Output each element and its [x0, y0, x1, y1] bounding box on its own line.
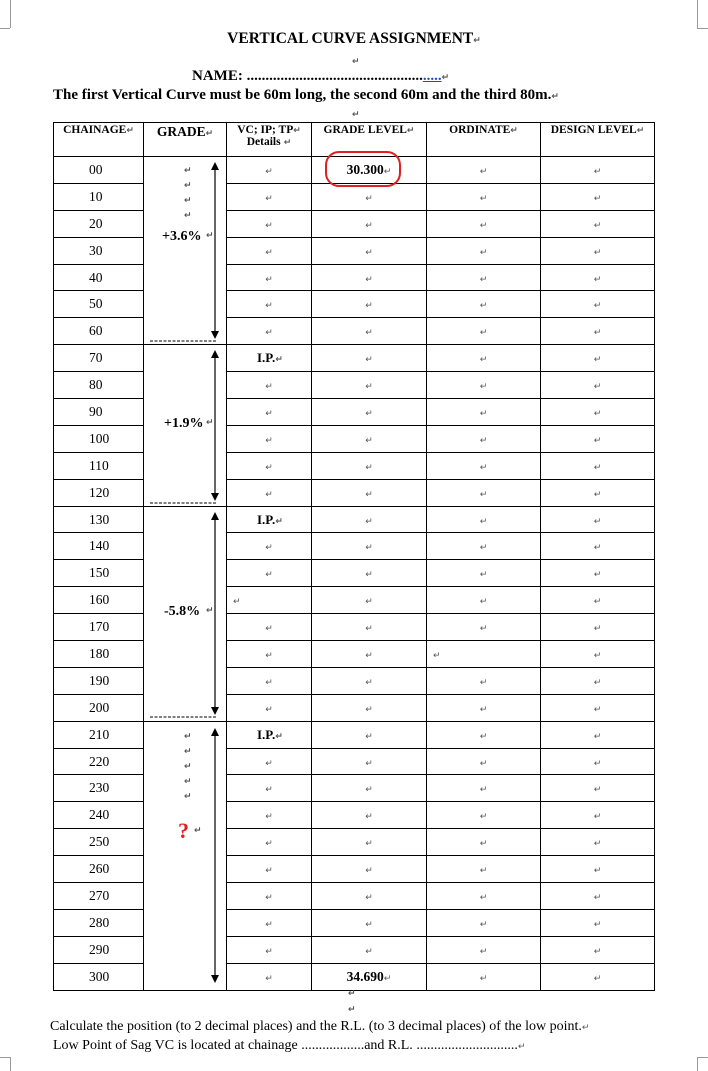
- ordinate-cell[interactable]: ↵: [427, 587, 541, 614]
- grade-label: -5.8%: [164, 604, 201, 620]
- chainage-cell: 140: [54, 533, 144, 560]
- grade-cell: +1.9% ↵: [144, 345, 227, 506]
- grade-level-cell[interactable]: ↵: [312, 909, 427, 936]
- vc-details-cell[interactable]: ↵: [227, 909, 312, 936]
- chainage-cell: 290: [54, 936, 144, 963]
- design-level-cell[interactable]: ↵: [541, 264, 655, 291]
- crop-mark-top-left: [10, 0, 11, 28]
- answer-paragraph: Low Point of Sag VC is located at chainage ..................and R.L. .............................↵: [53, 1038, 526, 1053]
- chainage-cell: 10: [54, 183, 144, 210]
- vc-details-cell[interactable]: ↵: [227, 641, 312, 668]
- chainage-cell: 220: [54, 748, 144, 775]
- ordinate-cell[interactable]: ↵: [427, 157, 541, 184]
- ordinate-cell[interactable]: ↵: [427, 264, 541, 291]
- header-chainage: CHAINAGE↵: [54, 123, 144, 157]
- design-level-cell[interactable]: ↵: [541, 452, 655, 479]
- grade-label: +3.6%: [162, 229, 202, 245]
- ordinate-cell[interactable]: ↵: [427, 802, 541, 829]
- vc-details-cell[interactable]: ↵: [227, 372, 312, 399]
- ordinate-cell[interactable]: ↵: [427, 399, 541, 426]
- table-row: [54, 506, 655, 533]
- design-level-cell[interactable]: ↵: [541, 936, 655, 963]
- design-level-cell[interactable]: ↵: [541, 641, 655, 668]
- header-grade-level: GRADE LEVEL↵: [312, 123, 427, 157]
- chainage-cell: 270: [54, 883, 144, 910]
- chainage-cell: 250: [54, 829, 144, 856]
- chainage-cell: 90: [54, 399, 144, 426]
- grade-level-end: 34.690: [346, 968, 384, 984]
- vc-details-cell[interactable]: ↵: [227, 237, 312, 264]
- grade-level-cell[interactable]: ↵: [312, 721, 427, 748]
- design-level-cell[interactable]: ↵: [541, 963, 655, 990]
- vc-details-cell[interactable]: ↵: [227, 425, 312, 452]
- grade-level-cell[interactable]: ↵: [312, 694, 427, 721]
- name-line: NAME: ....................................................↵: [192, 68, 450, 84]
- design-level-cell[interactable]: ↵: [541, 667, 655, 694]
- vc-details-cell[interactable]: ↵: [227, 775, 312, 802]
- rl-answer-blank[interactable]: .............................: [416, 1038, 518, 1053]
- grade-level-cell[interactable]: ↵: [312, 641, 427, 668]
- design-level-cell[interactable]: ↵: [541, 157, 655, 184]
- ip-cell[interactable]: I.P.↵: [227, 721, 312, 748]
- blank-paragraph: ↵: [352, 57, 360, 67]
- ordinate-cell[interactable]: ↵: [427, 856, 541, 883]
- chainage-cell: 160: [54, 587, 144, 614]
- vc-details-cell[interactable]: ↵: [227, 210, 312, 237]
- ordinate-cell[interactable]: ↵: [427, 883, 541, 910]
- document-title: VERTICAL CURVE ASSIGNMENT↵: [227, 30, 481, 47]
- ordinate-cell[interactable]: ↵: [427, 291, 541, 318]
- chainage-cell: 100: [54, 425, 144, 452]
- design-level-cell[interactable]: ↵: [541, 694, 655, 721]
- grade-level-cell[interactable]: ↵: [312, 802, 427, 829]
- design-level-cell[interactable]: ↵: [541, 372, 655, 399]
- ordinate-cell[interactable]: ↵: [427, 506, 541, 533]
- chainage-cell: 50: [54, 291, 144, 318]
- design-level-cell[interactable]: ↵: [541, 237, 655, 264]
- chainage-cell: 150: [54, 560, 144, 587]
- design-level-cell[interactable]: ↵: [541, 479, 655, 506]
- ordinate-cell[interactable]: ↵: [427, 667, 541, 694]
- chainage-cell: 60: [54, 318, 144, 345]
- grade-label: +1.9%: [164, 415, 204, 431]
- crop-mark-top-left-h: [0, 28, 10, 29]
- ip-label: I.P.: [257, 350, 276, 366]
- vc-details-cell[interactable]: ↵: [227, 399, 312, 426]
- grade-level-cell[interactable]: ↵: [312, 318, 427, 345]
- ordinate-cell[interactable]: ↵: [427, 829, 541, 856]
- chainage-cell: 70: [54, 345, 144, 372]
- ordinate-cell[interactable]: ↵: [427, 533, 541, 560]
- vc-details-cell[interactable]: ↵: [227, 318, 312, 345]
- vc-details-cell[interactable]: ↵: [227, 829, 312, 856]
- vc-details-cell[interactable]: ↵: [227, 264, 312, 291]
- chainage-cell: 110: [54, 452, 144, 479]
- grade-level-cell[interactable]: ↵: [312, 372, 427, 399]
- arrow-up-head: [211, 350, 219, 358]
- header-design-level: DESIGN LEVEL↵: [541, 123, 655, 157]
- chainage-cell: 230: [54, 775, 144, 802]
- ip-label: I.P.: [257, 726, 276, 742]
- design-level-cell[interactable]: ↵: [541, 829, 655, 856]
- grade-level-cell[interactable]: ↵: [312, 237, 427, 264]
- ordinate-cell[interactable]: ↵: [427, 748, 541, 775]
- blank-paragraph-3: ↵: [348, 989, 356, 999]
- design-level-cell[interactable]: ↵: [541, 614, 655, 641]
- ordinate-cell[interactable]: ↵: [427, 694, 541, 721]
- crop-mark-top-right-h: [697, 28, 708, 29]
- grade-level-cell[interactable]: ↵: [312, 936, 427, 963]
- arrow-up-head: [211, 162, 219, 170]
- ordinate-cell[interactable]: ↵: [427, 183, 541, 210]
- grade-level-cell[interactable]: ↵: [312, 856, 427, 883]
- vc-details-cell[interactable]: ↵: [227, 883, 312, 910]
- ip-cell[interactable]: I.P.↵: [227, 506, 312, 533]
- ordinate-cell[interactable]: ↵: [427, 936, 541, 963]
- arrow-up-head: [211, 728, 219, 736]
- design-level-cell[interactable]: ↵: [541, 291, 655, 318]
- grade-level-cell[interactable]: ↵: [312, 667, 427, 694]
- ordinate-cell[interactable]: ↵: [427, 425, 541, 452]
- ip-cell[interactable]: I.P.↵: [227, 345, 312, 372]
- vc-details-cell[interactable]: ↵: [227, 183, 312, 210]
- unknown-grade-mark: ?: [178, 818, 189, 844]
- grade-level-cell[interactable]: 30.300↵: [312, 157, 427, 184]
- ordinate-cell[interactable]: ↵: [427, 775, 541, 802]
- grade-level-cell[interactable]: ↵: [312, 883, 427, 910]
- chainage-cell: 00: [54, 157, 144, 184]
- chainage-cell: 260: [54, 856, 144, 883]
- grade-level-start: 30.300: [346, 161, 384, 177]
- design-level-cell[interactable]: ↵: [541, 399, 655, 426]
- vc-details-cell[interactable]: ↵: [227, 291, 312, 318]
- vc-details-cell[interactable]: ↵: [227, 802, 312, 829]
- grade-level-cell[interactable]: ↵: [312, 210, 427, 237]
- ordinate-cell[interactable]: ↵: [427, 963, 541, 990]
- design-level-cell[interactable]: ↵: [541, 856, 655, 883]
- chainage-cell: 30: [54, 237, 144, 264]
- chainage-cell: 170: [54, 614, 144, 641]
- design-level-cell[interactable]: ↵: [541, 183, 655, 210]
- grade-cell: ↵ ↵ ↵ ↵ +3.6% ↵: [144, 157, 227, 345]
- header-ordinate: ORDINATE↵: [427, 123, 541, 157]
- ordinate-cell[interactable]: ↵: [427, 237, 541, 264]
- grade-level-cell[interactable]: 34.690↵: [312, 963, 427, 990]
- header-vc-details: VC; IP; TP↵ Details ↵: [227, 123, 312, 157]
- grade-level-cell[interactable]: ↵: [312, 614, 427, 641]
- design-level-cell[interactable]: ↵: [541, 210, 655, 237]
- ordinate-cell[interactable]: ↵: [427, 345, 541, 372]
- highlight-ellipse: [325, 151, 401, 187]
- crop-mark-top-right: [697, 0, 698, 28]
- vc-details-cell[interactable]: ↵: [227, 452, 312, 479]
- grade-level-cell[interactable]: ↵: [312, 452, 427, 479]
- instruction-paragraph: Calculate the position (to 2 decimal places) and the R.L. (to 3 decimal places) of the low point.↵: [50, 1019, 590, 1034]
- chainage-cell: 120: [54, 479, 144, 506]
- chainage-cell: 180: [54, 641, 144, 668]
- intro-paragraph: The first Vertical Curve must be 60m long, the second 60m and the third 80m.↵: [53, 87, 559, 103]
- grade-level-cell[interactable]: ↵: [312, 506, 427, 533]
- blank-paragraph-2: ↵: [352, 110, 360, 120]
- ip-label: I.P.: [257, 511, 276, 527]
- grade-level-cell[interactable]: ↵: [312, 829, 427, 856]
- blank-paragraph-4: ↵: [348, 1005, 356, 1015]
- vc-details-cell[interactable]: ↵: [227, 936, 312, 963]
- grade-level-cell[interactable]: ↵: [312, 533, 427, 560]
- grade-level-cell[interactable]: ↵: [312, 560, 427, 587]
- vc-details-cell[interactable]: ↵: [227, 479, 312, 506]
- ordinate-cell[interactable]: ↵: [427, 721, 541, 748]
- design-level-cell[interactable]: ↵: [541, 802, 655, 829]
- chainage-cell: 190: [54, 667, 144, 694]
- design-level-cell[interactable]: ↵: [541, 533, 655, 560]
- arrow-up-head: [211, 512, 219, 520]
- arrow-down-head: [211, 975, 219, 983]
- grade-level-cell[interactable]: ↵: [312, 425, 427, 452]
- ordinate-cell[interactable]: ↵: [427, 210, 541, 237]
- vertical-curve-table: [53, 122, 655, 991]
- vc-details-cell[interactable]: ↵: [227, 614, 312, 641]
- chainage-cell: 280: [54, 909, 144, 936]
- ordinate-cell[interactable]: ↵: [427, 614, 541, 641]
- grade-level-cell[interactable]: ↵: [312, 775, 427, 802]
- crop-mark-bottom-left: [10, 1057, 11, 1071]
- grade-cell: ↵ ↵ ↵ ↵ ↵ ? ↵: [144, 721, 227, 990]
- vc-details-cell[interactable]: ↵: [227, 667, 312, 694]
- table-row: [54, 345, 655, 372]
- design-level-cell[interactable]: ↵: [541, 775, 655, 802]
- ordinate-cell[interactable]: ↵: [427, 641, 541, 668]
- vc-details-cell[interactable]: ↵: [227, 963, 312, 990]
- grade-level-cell[interactable]: ↵: [312, 399, 427, 426]
- table-row: [54, 721, 655, 748]
- design-level-cell[interactable]: ↵: [541, 587, 655, 614]
- vc-details-cell[interactable]: ↵: [227, 694, 312, 721]
- vc-details-cell[interactable]: ↵: [227, 748, 312, 775]
- design-level-cell[interactable]: ↵: [541, 883, 655, 910]
- chainage-cell: 240: [54, 802, 144, 829]
- chainage-answer-blank[interactable]: ..................: [301, 1038, 365, 1053]
- chainage-cell: 200: [54, 694, 144, 721]
- design-level-cell[interactable]: ↵: [541, 721, 655, 748]
- arrow-down-head: [211, 707, 219, 715]
- ordinate-cell[interactable]: ↵: [427, 318, 541, 345]
- ordinate-cell[interactable]: ↵: [427, 479, 541, 506]
- crop-mark-bottom-left-h: [0, 1057, 10, 1058]
- grade-level-cell[interactable]: ↵: [312, 587, 427, 614]
- vc-details-cell[interactable]: ↵: [227, 157, 312, 184]
- grade-level-cell[interactable]: ↵: [312, 748, 427, 775]
- design-level-cell[interactable]: ↵: [541, 560, 655, 587]
- grade-cell: -5.8% ↵: [144, 506, 227, 721]
- design-level-cell[interactable]: ↵: [541, 506, 655, 533]
- vc-details-cell[interactable]: ↵: [227, 560, 312, 587]
- chainage-cell: 80: [54, 372, 144, 399]
- chainage-cell: 130: [54, 506, 144, 533]
- grade-level-cell[interactable]: ↵: [312, 291, 427, 318]
- ordinate-cell[interactable]: ↵: [427, 909, 541, 936]
- name-dots-link[interactable]: .....: [422, 68, 442, 84]
- header-grade: GRADE↵: [144, 123, 227, 157]
- design-level-cell[interactable]: ↵: [541, 909, 655, 936]
- design-level-cell[interactable]: ↵: [541, 345, 655, 372]
- chainage-cell: 300: [54, 963, 144, 990]
- ordinate-cell[interactable]: ↵: [427, 452, 541, 479]
- grade-level-cell[interactable]: ↵: [312, 264, 427, 291]
- design-level-cell[interactable]: ↵: [541, 318, 655, 345]
- design-level-cell[interactable]: ↵: [541, 748, 655, 775]
- ordinate-cell[interactable]: ↵: [427, 560, 541, 587]
- vc-details-cell[interactable]: ↵: [227, 856, 312, 883]
- vc-details-cell[interactable]: ↵: [227, 533, 312, 560]
- grade-level-cell[interactable]: ↵: [312, 345, 427, 372]
- crop-mark-bottom-right-h: [697, 1057, 708, 1058]
- arrow-down-head: [211, 331, 219, 339]
- ordinate-cell[interactable]: ↵: [427, 372, 541, 399]
- chainage-cell: 40: [54, 264, 144, 291]
- crop-mark-bottom-right: [697, 1057, 698, 1071]
- design-level-cell[interactable]: ↵: [541, 425, 655, 452]
- vc-details-cell[interactable]: ↵: [227, 587, 312, 614]
- grade-level-cell[interactable]: ↵: [312, 479, 427, 506]
- grade-level-cell[interactable]: ↵: [312, 183, 427, 210]
- arrow-down-head: [211, 493, 219, 501]
- chainage-cell: 20: [54, 210, 144, 237]
- chainage-cell: 210: [54, 721, 144, 748]
